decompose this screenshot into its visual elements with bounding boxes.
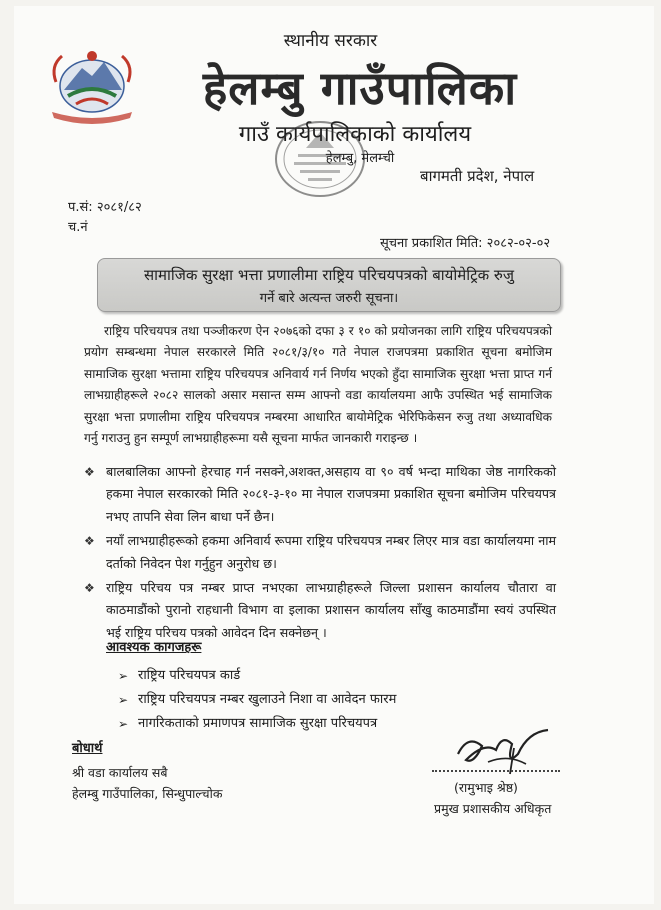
subject-line-1: सामाजिक सुरक्षा भत्ता प्रणालीमा राष्ट्रिय परिचयपत्रको बायोमेट्रिक रुजु bbox=[143, 266, 515, 284]
bullet-text: बालबालिका आफ्नो हेरचाह गर्न नसक्ने,अशक्त,असहाय वा ९० वर्ष भन्दा माथिका जेष्ठ नागरिकको हकमा नेपाल सरकारको मिति २०८१-३-१० मा नेपाल राजपत्रमा प्रकाशित सूचना बमोजिम परिचयपत्र नभए तापनि सेवा लिन बाधा पर्ने छैन। bbox=[106, 464, 556, 524]
diamond-bullet-icon: ❖ bbox=[84, 465, 95, 479]
list-item bbox=[118, 712, 396, 736]
arrow-bullet-icon: ➢ bbox=[118, 669, 129, 683]
signatory-name: (रामुभाइ श्रेष्ठ) bbox=[454, 780, 518, 795]
list-item bbox=[84, 577, 556, 644]
subject-line-2: गर्ने बारे अत्यन्त जरुरी सूचना। bbox=[259, 291, 399, 306]
required-documents-title: आवश्यक कागजहरू bbox=[106, 640, 202, 655]
signature-line bbox=[432, 770, 560, 772]
arrow-bullet-icon: ➢ bbox=[118, 693, 129, 707]
list-item bbox=[84, 461, 556, 528]
list-item bbox=[84, 530, 556, 575]
diamond-bullet-icon: ❖ bbox=[84, 581, 95, 596]
municipality-name: हेलम्बु गाउँपालिका bbox=[202, 61, 518, 115]
list-item bbox=[118, 688, 396, 712]
local-government-label: स्थानीय सरकार bbox=[283, 31, 378, 51]
recipient-line: हेलम्बु गाउँपालिका, सिन्धुपाल्चोक bbox=[72, 786, 223, 801]
copy-to-title: बोधार्थ bbox=[72, 741, 103, 756]
notice-body-paragraph: राष्ट्रिय परिचयपत्र तथा पञ्जीकरण ऐन २०७६को दफा ३ र १० को प्रयोजनका लागि राष्ट्रिय परिचयपत्रको प्रयोग सम्बन्धमा नेपाल सरकारले मिति २०८१/३/१० गते नेपाल राजपत्रमा प्रकाशित सूचना बमोजिम सामाजिक सुरक्षा भत्तामा राष्ट्रिय परिचयपत्र अनिवार्य गर्न निर्णय भएको हुँदा सामाजिक सुरक्षा भत्ता प्राप्त गर्न लाभग्राहीहरूले २०८२ सालको असार मसान्त सम्म आफ्नो वडा कार्यालयमा आफै उपस्थित भई सामाजिक सुरक्षा भत्ता प्रणालीमा राष्ट्रिय परिचयपत्र नम्बरमा आधारित बायोमेट्रिक भेरिफिकेसन रुजु तथा अध्यावधिक गर्नु गराउनु हुन सम्पूर्ण लाभग्राहीहरूमा यसै सूचना मार्फत जानकारी गराइन्छ । bbox=[84, 324, 552, 446]
signatory-title: प्रमुख प्रशासकीय अधिकृत bbox=[434, 801, 552, 816]
notice-bullet-list bbox=[84, 461, 556, 646]
bullet-text: राष्ट्रिय परिचय पत्र नम्बर प्राप्त नभएका लाभग्राहीहरूले जिल्ला प्रशासन कार्यालय चौतारा वा काठमाडौंको पुरानो राहधानी विभाग वा इलाका प्रशासन कार्यालय साँखु काठमाडौंमा स्वयं उपस्थित भई राष्ट्रिय परिचय पत्रको आवेदन दिन सक्नेछन् । bbox=[106, 580, 556, 640]
province-label: बागमती प्रदेश, नेपाल bbox=[420, 167, 535, 185]
nepal-emblem-icon bbox=[46, 46, 138, 124]
diamond-bullet-icon: ❖ bbox=[84, 534, 95, 549]
document-item-text: राष्ट्रिय परिचयपत्र नम्बर खुलाउने निशा वा आवेदन फारम bbox=[138, 692, 397, 707]
list-item bbox=[118, 664, 396, 688]
required-documents-list bbox=[118, 664, 396, 736]
reference-number: प.सं: २०८१/८२ bbox=[68, 200, 142, 215]
document-item-text: नागरिकताको प्रमाणपत्र सामाजिक सुरक्षा परिचयपत्र bbox=[138, 716, 378, 731]
bullet-text: नयाँ लाभग्राहीहरूको हकमा अनिवार्य रूपमा राष्ट्रिय परिचयपत्र नम्बर लिएर मात्र वडा कार्यालयमा नाम दर्ताको निवेदन पेश गर्नुहुन अनुरोध छ। bbox=[106, 533, 556, 571]
arrow-bullet-icon: ➢ bbox=[118, 717, 129, 731]
office-name: गाउँ कार्यपालिकाको कार्यालय bbox=[238, 122, 472, 147]
published-date: सूचना प्रकाशित मिति: २०८२-०२-०२ bbox=[380, 236, 551, 251]
recipient-line: श्री वडा कार्यालय सबै bbox=[72, 765, 168, 780]
office-address: हेलम्बु, मेलम्ची bbox=[325, 151, 395, 166]
document-item-text: राष्ट्रिय परिचयपत्र कार्ड bbox=[138, 668, 241, 683]
official-stamp-icon bbox=[272, 118, 368, 200]
subject-box bbox=[97, 258, 561, 312]
dispatch-number: च.नं bbox=[68, 220, 88, 235]
